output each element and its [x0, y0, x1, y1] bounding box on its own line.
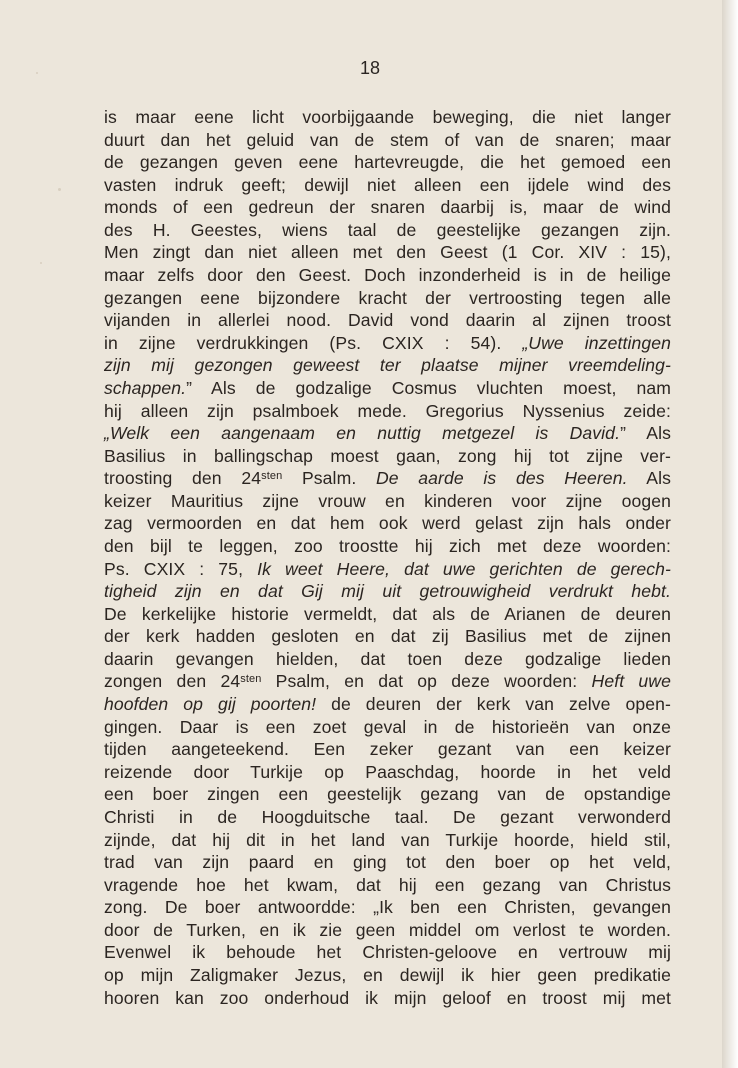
text-run: zag vermoorden en dat hem ook werd gelast zijn hals onder [104, 513, 671, 534]
text-line [104, 851, 671, 874]
italic-text: „Uwe inzettingen [522, 332, 671, 353]
text-run: zongen den 24 [104, 671, 241, 692]
text-run: ” Als de godzalige Cosmus vluchten moest, nam [186, 377, 671, 398]
text-line [104, 129, 671, 152]
text-run: monds of een gedreun der snaren daarbij is, maar de wind [104, 197, 671, 218]
text-run: Ps. CXIX : 75, [104, 558, 258, 579]
text-line [104, 580, 671, 603]
text-run: maar zelfs door den Geest. Doch inzonderheid is in de heilige [104, 265, 671, 286]
text-run: de gezangen geven eene hartevreugde, die het gemoed een [104, 152, 671, 173]
text-run: duurt dan het geluid van de stem of van de snaren; maar [104, 129, 671, 150]
text-run: der kerk hadden gesloten en dat zij Basilius met de zijnen [104, 626, 671, 647]
text-line [104, 558, 671, 581]
text-line [104, 716, 671, 739]
text-line [104, 919, 671, 942]
italic-text: De aarde is des Heeren. [375, 468, 628, 489]
text-line [104, 151, 671, 174]
page-edge [722, 0, 738, 1068]
italic-text: zijn mij gezongen geweest ter plaatse mijner vreemdeling- [104, 355, 671, 376]
body-text [104, 106, 671, 1009]
text-line [104, 829, 671, 852]
text-line [104, 670, 671, 693]
text-line [104, 693, 671, 716]
text-line [104, 806, 671, 829]
text-run: in zijne verdrukkingen (Ps. CXIX : 54). [104, 332, 523, 353]
text-run: een boer zingen een geestelijk gezang van de opstandige [104, 784, 671, 805]
text-run: den bijl te leggen, zoo troostte hij zich met deze woorden: [104, 535, 671, 556]
text-run: Basilius in ballingschap moest gaan, zong hij tot zijne ver- [104, 445, 671, 466]
italic-text: Ik weet Heere, dat uwe gerichten de gerech- [257, 558, 671, 579]
text-line [104, 941, 671, 964]
text-run: op mijn Zaligmaker Jezus, en dewijl ik hier geen predikatie [104, 964, 671, 985]
text-run: zong. De boer antwoordde: „Ik ben een Christen, gevangen [104, 897, 671, 918]
paper-speck [40, 262, 42, 264]
text-run: reizende door Turkije op Paaschdag, hoorde in het veld [104, 761, 671, 782]
text-run: keizer Mauritius zijne vrouw en kinderen voor zijne oogen [104, 490, 671, 511]
text-line [104, 196, 671, 219]
text-run: Psalm, en dat op deze woorden: [261, 671, 592, 692]
text-line [104, 512, 671, 535]
text-run: tijden aangeteekend. Een zeker gezant van een keizer [104, 739, 671, 760]
text-run: Als [627, 468, 671, 489]
text-line [104, 174, 671, 197]
text-line [104, 241, 671, 264]
paper-speck [58, 188, 61, 191]
text-run: ” Als [620, 423, 671, 444]
text-line [104, 535, 671, 558]
text-run: Men zingt dan niet alleen met den Geest (1 Cor. XIV : 15), [104, 242, 671, 263]
text-run: Psalm. [282, 468, 376, 489]
text-line [104, 377, 671, 400]
text-line [104, 783, 671, 806]
text-run: door de Turken, en ik zie geen middel om verlost te worden. [104, 919, 671, 940]
text-run: troosting den 24 [104, 468, 262, 489]
text-line [104, 354, 671, 377]
text-line [104, 761, 671, 784]
italic-text: Heft uwe [591, 671, 671, 692]
text-run: vragende hoe het kwam, dat hij een gezang van Christus [104, 874, 671, 895]
text-run: Christi in de Hoogduitsche taal. De gezant verwonderd [104, 806, 671, 827]
text-line [104, 625, 671, 648]
text-run: daarin gevangen hielden, dat toen deze godzalige lieden [104, 648, 671, 669]
text-line [104, 874, 671, 897]
text-line [104, 106, 671, 129]
text-run: hooren kan zoo onderhoud ik mijn geloof en troost mij met [104, 987, 671, 1008]
text-line [104, 964, 671, 987]
text-line [104, 490, 671, 513]
text-run: des H. Geestes, wiens taal de geestelijke gezangen zijn. [104, 219, 671, 240]
text-line [104, 309, 671, 332]
text-line [104, 287, 671, 310]
text-line [104, 400, 671, 423]
text-run: trad van zijn paard en ging tot den boer op het veld, [104, 852, 671, 873]
page-number: 18 [359, 58, 381, 78]
text-run: vijanden in allerlei nood. David vond daarin al zijnen troost [104, 310, 671, 331]
text-line [104, 422, 671, 445]
text-line [104, 445, 671, 468]
italic-text: hoofden op gij poorten! [104, 694, 317, 715]
text-line [104, 896, 671, 919]
text-run: is maar eene licht voorbijgaande beweging, die niet langer [104, 107, 671, 127]
text-run: gezangen eene bijzondere kracht der vertroosting tegen alle [104, 287, 671, 308]
text-line [104, 987, 671, 1010]
text-run: Evenwel ik behoude het Christen-geloove en vertrouw mij [104, 942, 671, 963]
text-line [104, 332, 671, 355]
text-run: gingen. Daar is een zoet geval in de historieën van onze [104, 716, 671, 737]
italic-text: tigheid zijn en dat Gij mij uit getrouwigheid verdrukt hebt. [104, 581, 671, 602]
italic-text: schappen. [104, 377, 187, 398]
text-run: vasten indruk geeft; dewijl niet alleen een ijdele wind des [104, 174, 671, 195]
superscript-text: sten [261, 470, 283, 483]
text-line [104, 219, 671, 242]
italic-text: „Welk een aangenaam en nuttig metgezel is David. [104, 423, 621, 444]
superscript-text: sten [240, 673, 262, 686]
text-line [104, 264, 671, 287]
text-run: de deuren der kerk van zelve open- [316, 694, 671, 715]
text-line [104, 467, 671, 490]
text-line [104, 603, 671, 626]
text-line [104, 648, 671, 671]
text-run: zijnde, dat hij dit in het land van Turkije hoorde, hield stil, [104, 829, 671, 850]
text-line [104, 738, 671, 761]
text-run: hij alleen zijn psalmboek mede. Gregorius Nyssenius zeide: [104, 400, 671, 421]
text-run: De kerkelijke historie vermeldt, dat als de Arianen de deuren [104, 603, 671, 624]
